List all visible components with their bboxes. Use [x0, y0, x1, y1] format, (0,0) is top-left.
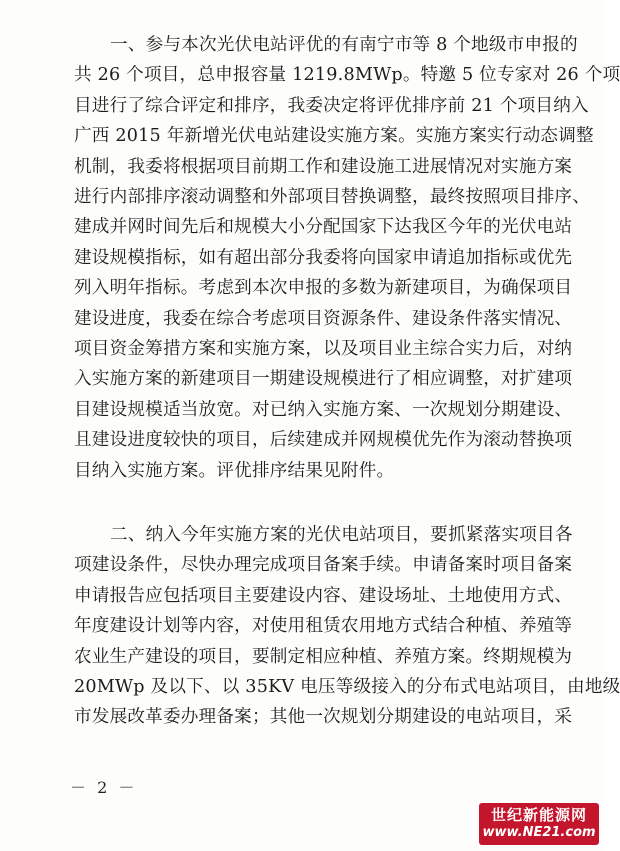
paragraph-2-line: 农业生产建设的项目，要制定相应种植、养殖方案。终期规模为	[74, 646, 573, 667]
paragraph-2-line: 年度建设计划等内容，对使用租赁农用地方式结合种植、养殖等	[74, 616, 573, 637]
paragraph-2-line: 20MWp 及以下、以 35KV 电压等级接入的分布式电站项目，由地级	[74, 677, 620, 697]
paragraph-1-line: 列入明年指标。考虑到本次申报的多数为新建项目，为确保项目	[74, 278, 573, 299]
paragraph-1-line: 入实施方案的新建项目一期建设规模进行了相应调整，对扩建项	[74, 369, 573, 390]
paragraph-2-line: 项建设条件，尽快办理完成项目备案手续。申请备案时项目备案	[74, 555, 573, 576]
paragraph-1-line: 目进行了综合评定和排序，我委决定将评优排序前 21 个项目纳入	[74, 95, 589, 116]
paragraph-1-line: 目建设规模适当放宽。对已纳入实施方案、一次规划分期建设、	[74, 399, 573, 420]
paragraph-1-line: 广西 2015 年新增光伏电站建设实施方案。实施方案实行动态调整	[74, 126, 594, 147]
paragraph-2-line: 二、纳入今年实施方案的光伏电站项目，要抓紧落实项目各	[110, 525, 573, 545]
site-watermark-logo	[479, 803, 599, 845]
paragraph-1-line: 且建设进度较快的项目，后续建成并网规模优先作为滚动替换项	[74, 430, 573, 451]
paragraph-1-line: 建成并网时间先后和规模大小分配国家下达我区今年的光伏电站	[74, 217, 573, 238]
watermark-title: 世纪新能源网	[490, 806, 587, 824]
paragraph-2-line: 申请报告应包括项目主要建设内容、建设场址、土地使用方式、	[74, 585, 573, 606]
paragraph-1-line: 机制，我委将根据项目前期工作和建设施工进展情况对实施方案	[74, 156, 573, 177]
paragraph-2-line: 市发展改革委办理备案；其他一次规划分期建设的电站项目，采	[74, 707, 573, 728]
page-number: － 2 －	[70, 778, 138, 797]
paragraph-1-line: 项目资金筹措方案和实施方案，以及项目业主综合实力后，对纳	[74, 339, 573, 359]
paragraph-1-line: 一、参与本次光伏电站评优的有南宁市等 8 个地级市申报的	[110, 35, 578, 55]
watermark-url: www.NE21.com	[482, 825, 596, 840]
paragraph-1-line: 共 26 个项目，总申报容量 1219.8MWp。特邀 5 位专家对 26 个项	[74, 65, 620, 86]
paragraph-1-line: 建设规模指标，如有超出部分我委将向国家申请追加指标或优先	[74, 247, 573, 268]
paragraph-1-line: 建设进度，我委在综合考虑项目资源条件、建设条件落实情况、	[74, 308, 573, 329]
paragraph-1-line: 目纳入实施方案。评优排序结果见附件。	[74, 460, 395, 481]
paragraph-1-line: 进行内部排序滚动调整和外部项目替换调整，最终按照项目排序、	[74, 187, 591, 207]
